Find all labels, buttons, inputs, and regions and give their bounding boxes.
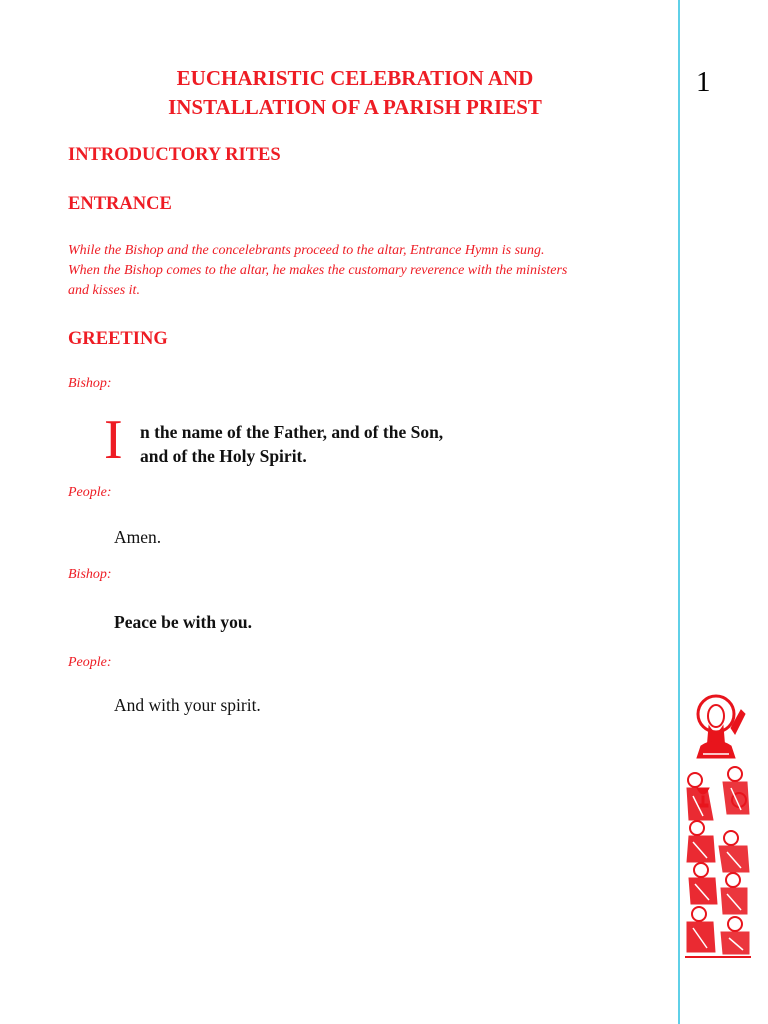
drop-cap: I (104, 409, 123, 471)
people-label: People: (68, 485, 112, 500)
introductory-rites-heading: INTRODUCTORY RITES (68, 145, 281, 165)
margin-rule (678, 0, 680, 1024)
greeting-formula (140, 420, 443, 468)
bishop-label: Bishop: (68, 376, 112, 391)
people-label: People: (68, 655, 112, 670)
entrance-heading: ENTRANCE (68, 194, 172, 214)
page-number: 1 (696, 66, 711, 98)
last-supper-woodcut-icon (683, 688, 753, 958)
greeting-line-1: n the name of the Father, and of the Son, (140, 422, 444, 442)
rubric-line-3: and kisses it. (68, 283, 140, 298)
amen-response: Amen. (114, 527, 162, 547)
title-line-1: EUCHARISTIC CELEBRATION AND (176, 66, 534, 90)
peace-greeting: Peace be with you. (114, 612, 253, 632)
entrance-rubric (68, 241, 668, 301)
spirit-response: And with your spirit. (114, 695, 261, 715)
greeting-heading: GREETING (68, 329, 168, 349)
title-line-2: INSTALLATION OF A PARISH PRIEST (168, 95, 542, 119)
greeting-line-2: and of the Holy Spirit. (140, 446, 307, 466)
rubric-line-2: When the Bishop comes to the altar, he makes the customary reverence with the ministers (68, 263, 568, 278)
bishop-label: Bishop: (68, 567, 112, 582)
rubric-line-1: While the Bishop and the concelebrants proceed to the altar, Entrance Hymn is sung. (68, 243, 545, 258)
page-title (90, 64, 620, 122)
